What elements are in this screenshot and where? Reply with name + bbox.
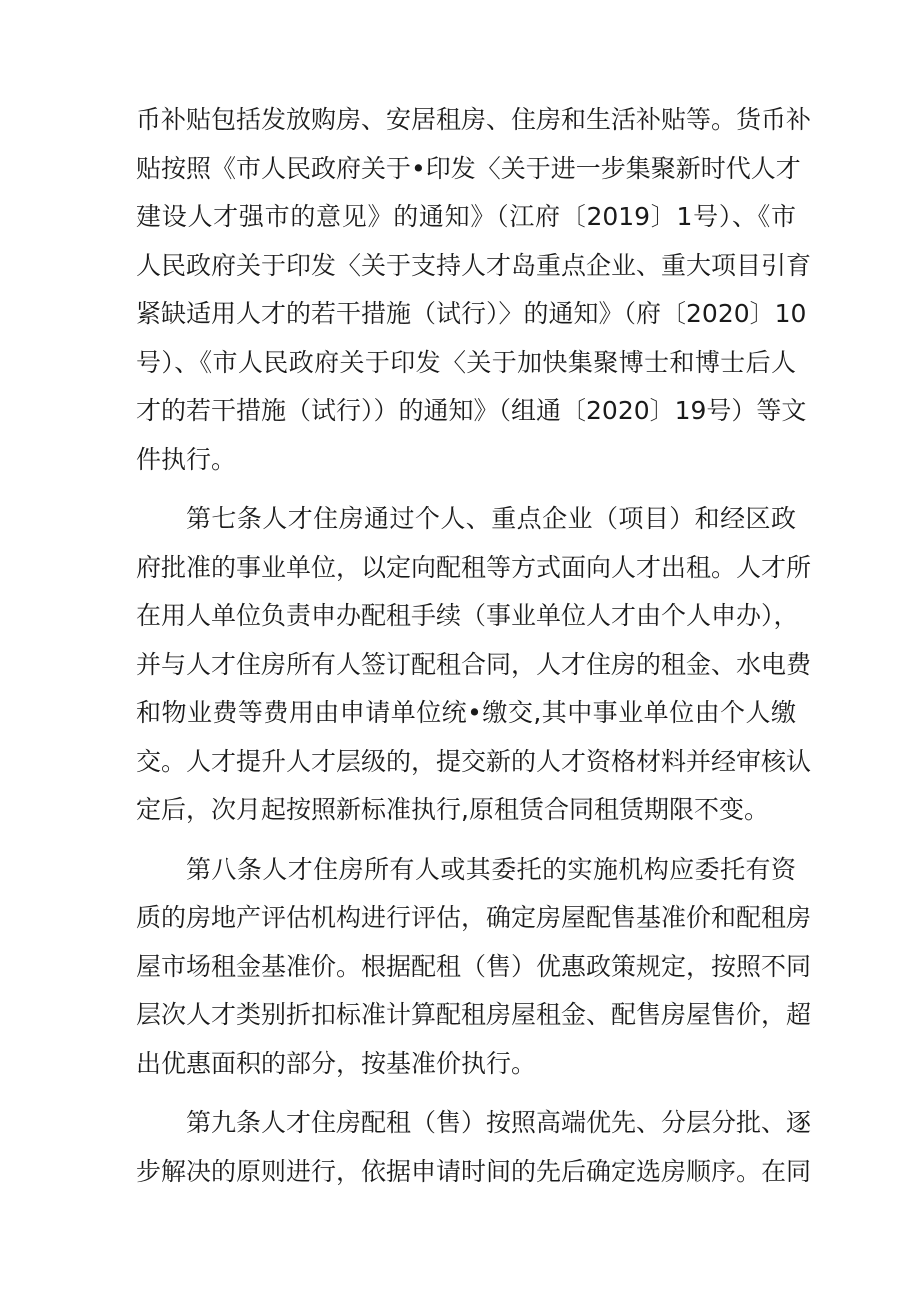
paragraph-article-7 (136, 495, 812, 835)
text-line: 币补贴包括发放购房、安居租房、住房和生活补贴等。货币补 (136, 105, 812, 134)
text-line: 紧缺适用人才的若干措施（试行）〉的通知》（府〔2020〕10 (136, 299, 807, 328)
paragraph-gap (136, 835, 796, 846)
text-line: 第八条人才住房所有人或其委托的实施机构应委托有资 (186, 854, 796, 884)
text-line: 在用人单位负责申办配租手续（事业单位人才由个人申办）， (136, 601, 799, 630)
text-line: 才的若干措施（试行））的通知》（组通〔2020〕19号）等文 (136, 396, 807, 425)
text-line: 贴按照《市人民政府关于•印发〈关于进一步集聚新时代人才 (136, 153, 801, 183)
paragraph-article-8 (136, 846, 812, 1089)
paragraph-gap (136, 1088, 796, 1099)
text-line: 第七条人才住房通过个人、重点企业（项目）和经区政 (186, 504, 796, 533)
text-line: 建设人才强市的意见》的通知》（江府〔2019〕1号）、《市 (136, 202, 796, 231)
text-line: 和物业费等费用由申请单位统•缴交,其中事业单位由个人缴 (136, 698, 796, 727)
paragraph-continuation (136, 96, 812, 484)
text-line: 府批准的事业单位，以定向配租等方式面向人才出租。人才所 (136, 552, 812, 582)
text-line: 交。人才提升人才层级的，提交新的人才资格材料并经审核认 (136, 746, 812, 776)
text-line: 出优惠面积的部分，按基准价执行。 (136, 1048, 537, 1078)
paragraph-article-9 (136, 1099, 812, 1196)
text-line: 定后，次月起按照新标准执行,原租赁合同租赁期限不变。 (136, 795, 769, 824)
document-body (136, 96, 812, 1196)
text-line: 质的房地产评估机构进行评估，确定房屋配售基准价和配租房 (136, 903, 812, 932)
text-line: 人民政府关于印发〈关于支持人才岛重点企业、重大项目引育 (136, 250, 812, 280)
text-line: 步解决的原则进行，依据申请时间的先后确定选房顺序。在同 (136, 1156, 812, 1186)
text-line: 屋市场租金基准价。根据配租（售）优惠政策规定，按照不同 (136, 951, 812, 981)
text-line: 层次人才类别折扣标准计算配租房屋租金、配售房屋售价，超 (136, 1000, 812, 1029)
text-line: 号）、《市人民政府关于印发〈关于加快集聚博士和博士后人 (136, 347, 796, 377)
text-line: 件执行。 (136, 444, 237, 474)
paragraph-gap (136, 484, 796, 495)
text-line: 并与人才住房所有人签订配租合同，人才住房的租金、水电费 (136, 649, 812, 679)
text-line: 第九条人才住房配租（售）按照高端优先、分层分批、逐 (186, 1108, 812, 1137)
